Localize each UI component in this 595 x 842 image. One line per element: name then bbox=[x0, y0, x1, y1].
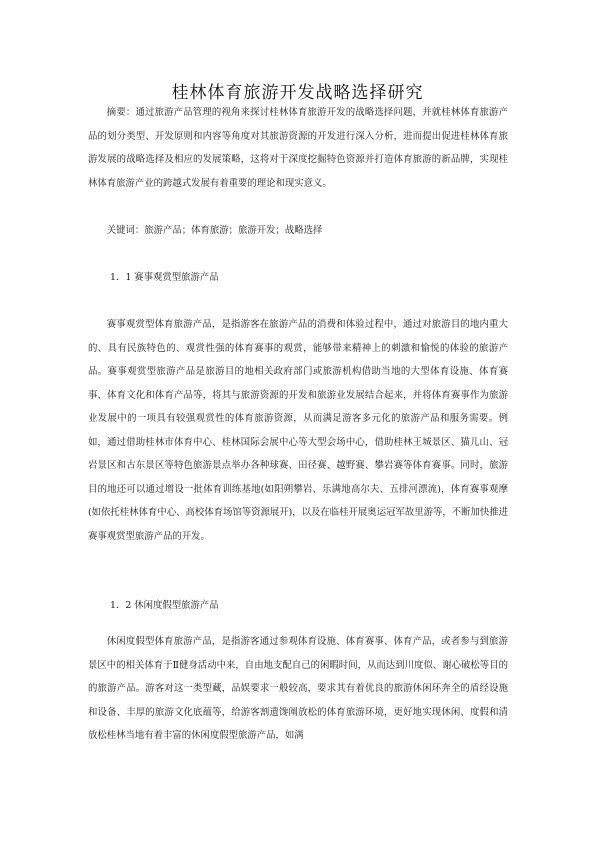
section-body-paragraph: 休闲度假型体育旅游产品，是指游客通过参观体育设施、体育赛事、体育产品，或者参与到旅游景区中的相关体育于Ⅱ健身活动中来，自由地支配自己的闲暇时间，从而达到川度似、谢心破松等目的的旅游产品。游客对这一类型藏，品娱要求一般较高，要求其有着优良的旅游休闲环奔全的盾经设施和设备、丰厚的旅游文化底蕴等，给游客割遗馋阐放松的体育旅游环境，更好地实现休闲、度假和清放松桂林当地有着丰富的休闲度假型旅游产品，如满 bbox=[88, 636, 508, 741]
keywords-line: 关键词：旅游产品；体育旅游；旅游开发；战略选择 bbox=[106, 225, 323, 236]
section-heading: 1．2 休闲度假型旅游产品 bbox=[110, 600, 219, 611]
section-heading: 1．1 赛事观赏型旅游产品 bbox=[110, 272, 219, 283]
paper-title: 桂林体育旅游开发战略选择研究 bbox=[171, 83, 424, 103]
section-body-paragraph: 赛事观赏型体育旅游产品，是指游客在旅游产品的消费和体验过程中，通过对旅游目的地内重大的、具有民族特色的、观赏性强的体育赛事的观赏，能够带来精神上的刺激和愉悦的体验的旅游产品。赛事观赏型旅游产品是旅游目的地相关政府部门或旅游机构借助当地的大型体育设施、体育赛事、体育文化和体育产品等，将其与旅游资源的开发和旅游业发展结合起来，并将体育赛事作为旅游业发展中的一项具有较强观赏性的体育旅游资源，从而满足游客多元化的旅游产品和服务需要。例如，通过借助桂林市体育中心、桂林国际会展中心等大型会场中心，借助桂林王城景区、猫儿山、冠岩景区和古东景区等特色旅游景点举办各种球赛、田径赛、越野赛、攀岩赛等体育赛事。同时，旅游目的地还可以通过增设一批体育训练基地(如阳朔攀岩、乐满地高尔夫、五排河漂流)，体育赛事观摩(如依托桂林体育中心、高校体育场馆等资源展开)，以及在临桂开展奥运冠军故里游等，不断加快推进赛事观赏型旅游产品的开发。 bbox=[88, 319, 508, 542]
abstract-paragraph: 摘要：通过旅游产品管理的视角来探讨桂林体育旅游开发的战略选择问题，并就桂林体育旅游产品的划分类型、开发原则和内容等角度对其旅游资源的开发进行深入分析，进而提出促进桂林体育旅游发展的战略选择及相应的发展策略，这将对于深度挖掘特色资源并打造体育旅游的新品牌，实现桂林体育旅游产业的跨越式发展有着重要的理论和现实意义。 bbox=[88, 107, 508, 189]
